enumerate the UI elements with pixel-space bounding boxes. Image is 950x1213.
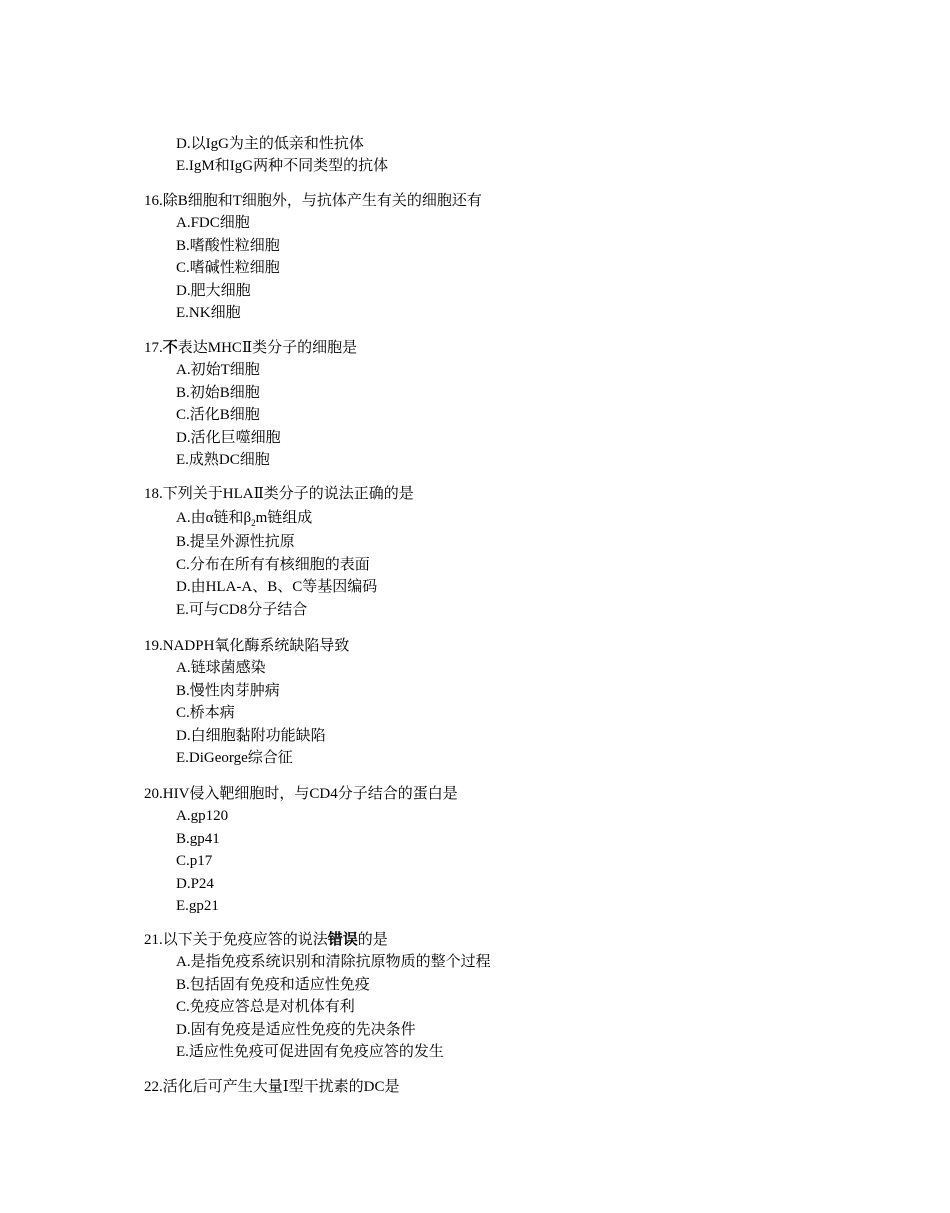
option-a: A.由α链和$\beta_2m$链组成 — [176, 510, 313, 529]
question-19 — [144, 635, 349, 769]
option-b: B.初始B细胞 — [176, 384, 260, 401]
option-a: A.初始T细胞 — [176, 362, 260, 379]
option-b: B.gp41 — [176, 830, 220, 847]
option-a: A.FDC细胞 — [176, 215, 250, 232]
option-b: B.提呈外源性抗原 — [176, 534, 295, 551]
option-d: D.由HLA-A、B、C等基因编码 — [176, 579, 378, 596]
option-d: D.肥大细胞 — [176, 282, 251, 299]
option-b: B.慢性肉芽肿病 — [176, 682, 280, 699]
option-d: D.固有免疫是适应性免疫的先决条件 — [176, 1021, 416, 1038]
question-title: 16.除B细胞和T细胞外，与抗体产生有关的细胞还有 — [144, 193, 482, 209]
question-17 — [144, 337, 357, 471]
question-16 — [144, 190, 482, 324]
option-d: D.活化巨噬细胞 — [176, 429, 281, 446]
question-text: 21.以下关于免疫应答的说法 — [144, 932, 328, 948]
option-d: D.P24 — [176, 875, 214, 892]
option-d: D.白细胞黏附功能缺陷 — [176, 727, 326, 744]
question-18 — [144, 483, 414, 621]
option-c: C.分布在所有有核细胞的表面 — [176, 556, 370, 573]
question-title: 20.HIV侵入靶细胞时，与CD4分子结合的蛋白是 — [144, 786, 458, 802]
option-c: C.p17 — [176, 853, 213, 870]
option-a: A.链球菌感染 — [176, 660, 266, 677]
option-e: E.成熟DC细胞 — [176, 452, 270, 469]
option-c: C.嗜碱性粒细胞 — [176, 260, 280, 277]
question-21 — [144, 929, 491, 1063]
option-e: E.可与CD8分子结合 — [176, 601, 308, 618]
question-text-end: 的是 — [357, 932, 388, 948]
question-15-continuation — [144, 133, 388, 178]
option-b: B.嗜酸性粒细胞 — [176, 237, 280, 254]
option-c: C.桥本病 — [176, 705, 235, 722]
question-number: 17. — [144, 340, 163, 356]
question-22 — [144, 1076, 400, 1098]
question-title: 19.NADPH氧化酶系统缺陷导致 — [144, 638, 350, 654]
question-title: 22.活化后可产生大量Ⅰ型干扰素的DC是 — [144, 1079, 400, 1095]
option-e: E.适应性免疫可促进固有免疫应答的发生 — [176, 1044, 444, 1061]
option-e: E.DiGeorge综合征 — [176, 750, 293, 767]
option-a: A.是指免疫系统识别和清除抗原物质的整个过程 — [176, 954, 491, 971]
question-title — [144, 337, 357, 359]
question-text: 表达MHCⅡ类分子的细胞是 — [177, 340, 358, 356]
option-a: A.gp120 — [176, 808, 229, 825]
question-title: 18.下列关于HLAⅡ类分子的说法正确的是 — [144, 486, 414, 502]
option-e: E.NK细胞 — [176, 305, 241, 322]
question-20 — [144, 783, 458, 917]
option-d: D.以IgG为主的低亲和性抗体 — [176, 136, 364, 152]
option-e: E.gp21 — [176, 898, 219, 915]
negation-emphasis: 错误 — [327, 932, 358, 948]
negation-emphasis: 不 — [162, 340, 178, 356]
option-c: C.免疫应答总是对机体有利 — [176, 999, 355, 1016]
option-c: C.活化B细胞 — [176, 407, 260, 424]
question-title — [144, 929, 491, 951]
subscript: 2 — [251, 518, 256, 529]
option-b: B.包括固有免疫和适应性免疫 — [176, 976, 370, 993]
option-e: E.IgM和IgG两种不同类型的抗体 — [176, 158, 389, 175]
